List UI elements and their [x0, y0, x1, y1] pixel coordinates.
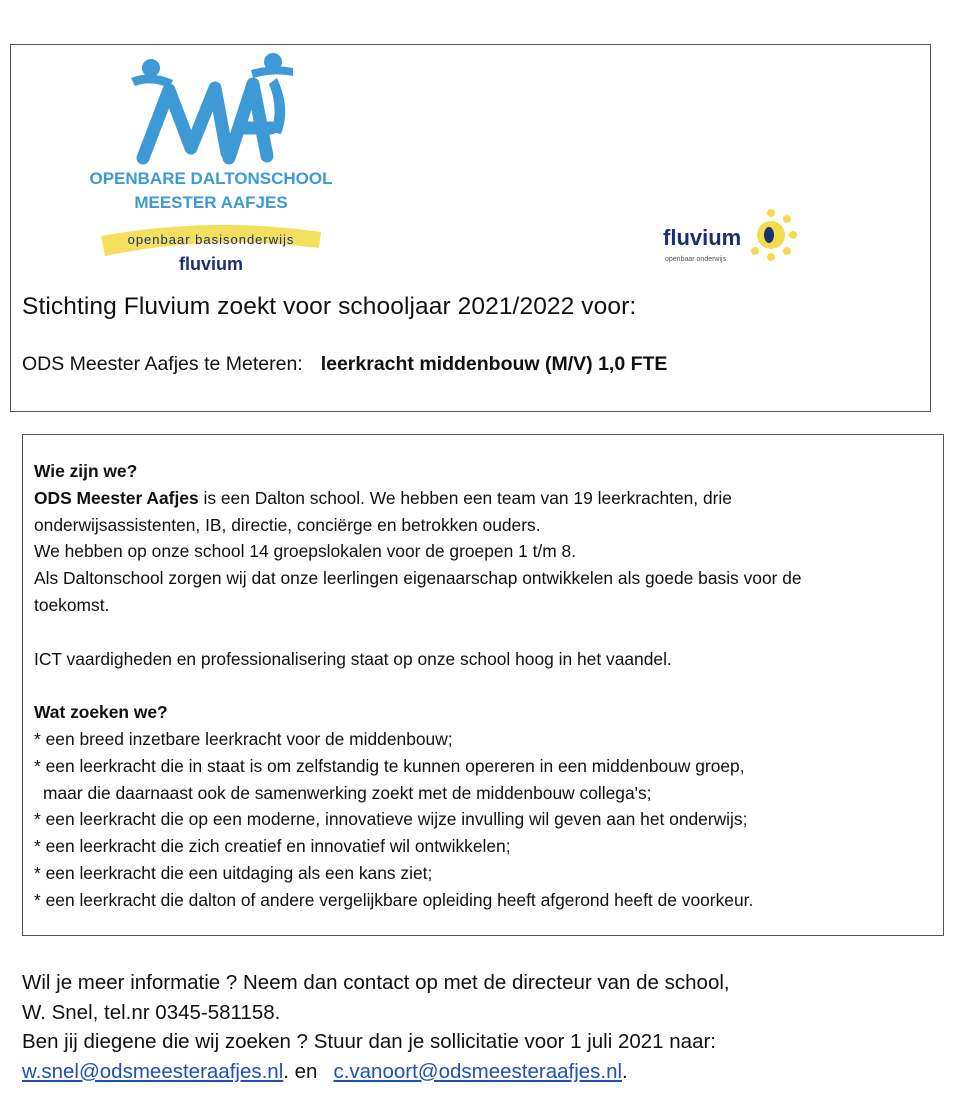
- email-separator: . en: [283, 1059, 318, 1083]
- list-item: * een leerkracht die op een moderne, innovatieve wijze invulling wil geven aan het onderwijs;: [34, 809, 748, 830]
- svg-text:fluvium: fluvium: [178, 254, 244, 274]
- school-logo: [81, 48, 339, 276]
- svg-text:fluvium: fluvium: [663, 225, 742, 250]
- header-box: [10, 44, 931, 412]
- vacancy-role: leerkracht middenbouw (M/V) 1,0 FTE: [320, 353, 668, 375]
- school-name-bold: ODS Meester Aafjes: [34, 487, 199, 508]
- fluvium-logo: [663, 205, 803, 271]
- who-text: Als Daltonschool zorgen wij dat onze leerlingen eigenaarschap ontwikkelen als goede basis voor de: [34, 568, 802, 589]
- list-item: * een breed inzetbare leerkracht voor de middenbouw;: [34, 728, 453, 749]
- who-text: onderwijsassistenten, IB, directie, conciërge en betrokken ouders.: [34, 514, 541, 535]
- list-item: maar die daarnaast ook de samenwerking zoekt met de middenbouw collega's;: [43, 782, 652, 803]
- list-item: * een leerkracht die dalton of andere vergelijkbare opleiding heeft afgerond heeft de voorkeur.: [34, 889, 754, 910]
- list-item: * een leerkracht die zich creatief en innovatief wil ontwikkelen;: [34, 836, 511, 857]
- contact-text: Ben jij diegene die wij zoeken ? Stuur dan je sollicitatie voor 1 juli 2021 naar:: [22, 1030, 717, 1053]
- svg-text:openbaar basisonderwijs: openbaar basisonderwijs: [127, 232, 295, 247]
- school-name: ODS Meester Aafjes te Meteren:: [22, 353, 303, 375]
- email-link-vanoort[interactable]: c.vanoort@odsmeesteraafjes.nl: [333, 1059, 623, 1083]
- who-heading: Wie zijn we?: [34, 461, 138, 481]
- who-text: We hebben op onze school 14 groepslokalen voor de groepen 1 t/m 8.: [34, 541, 577, 562]
- list-item: * een leerkracht die in staat is om zelfstandig te kunnen opereren in een middenbouw groep,: [34, 755, 745, 776]
- contact-section: [22, 968, 730, 1086]
- ict-text: ICT vaardigheden en professionalisering staat op onze school hoog in het vaandel.: [34, 648, 672, 669]
- svg-text:MEESTER AAFJES: MEESTER AAFJES: [134, 193, 288, 212]
- vacancy-line: [22, 353, 667, 376]
- description-box: [22, 434, 944, 936]
- what-heading: Wat zoeken we?: [34, 702, 168, 723]
- list-item: * een leerkracht die een uitdaging als een kans ziet;: [34, 862, 433, 883]
- svg-text:openbaar onderwijs: openbaar onderwijs: [665, 256, 727, 263]
- email-end: .: [622, 1059, 628, 1083]
- svg-text:OPENBARE DALTONSCHOOL: OPENBARE DALTONSCHOOL: [89, 169, 333, 188]
- contact-text: Wil je meer informatie ? Neem dan contact op met de directeur van de school,: [22, 971, 730, 994]
- who-text: is een Dalton school. We hebben een team van 19 leerkrachten, drie: [198, 487, 732, 508]
- who-paragraph: [34, 485, 943, 512]
- page-title: Stichting Fluvium zoekt voor schooljaar 2021/2022 voor:: [22, 293, 637, 320]
- who-text: toekomst.: [34, 594, 110, 615]
- contact-text: W. Snel, tel.nr 0345-581158.: [22, 1000, 281, 1024]
- email-line: [22, 1057, 730, 1087]
- email-link-snel[interactable]: w.snel@odsmeesteraafjes.nl: [22, 1059, 284, 1083]
